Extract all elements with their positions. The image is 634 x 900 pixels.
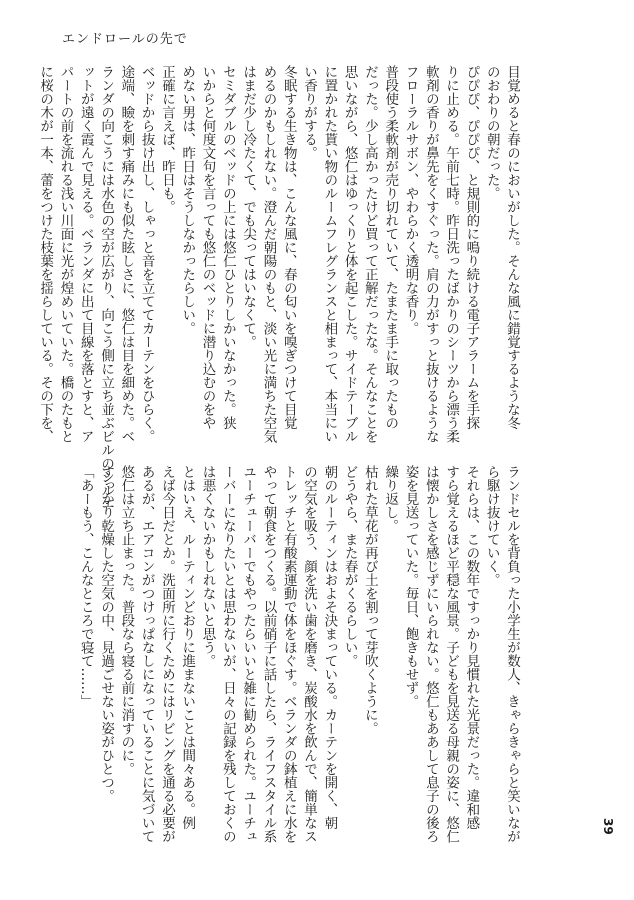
text-column: 正確に言えば、昨日も。 xyxy=(158,65,175,214)
text-column: 軟剤の香りが鼻先をくすぐった。肩の力がすっと抜けるような xyxy=(422,65,439,443)
text-column: ら駆け抜けていく。 xyxy=(483,465,500,587)
text-column: い香りがする。 xyxy=(301,65,318,160)
text-column: ットが遠く霞んで見える。ベランダに出て目線を落とすと、ア xyxy=(77,65,94,443)
text-column: フローラルサボン、やわらかく透明な香り。 xyxy=(402,65,419,335)
text-column: 朝のルーティンはおよそ決まっている。カーテンを開く、朝 xyxy=(321,465,338,830)
text-column: 途端、瞼を刺す痛みにも似た眩しさに、悠仁は目を細めた。ベ xyxy=(118,65,135,443)
text-column: 枯れた草花が再び土を割って芽吹くように。 xyxy=(361,465,378,735)
text-column: めない男は、昨日はそうしなかったらしい。 xyxy=(179,65,196,335)
text-column: すら覚えるほど平穏な風景。子どもを見送る母親の姿に、悠仁 xyxy=(443,465,460,843)
text-column: 悠仁は立ち止まった。普段なら寝る前に消すのに。 xyxy=(118,465,135,776)
text-column: は悪くないかもしれないと思う。 xyxy=(199,465,216,668)
text-column: パートの前を流れる浅い川面に光が煌めいていた。橋のたもと xyxy=(57,65,74,443)
text-column: ベッドから抜け出し、しゃっと音を立ててカーテンをひらく。 xyxy=(138,65,155,443)
text-column: に桜の木が一本、蕾をつけた枝葉を揺らしている。その下を、 xyxy=(37,65,54,443)
text-column: のおわりの朝だった。 xyxy=(483,65,500,200)
page-number: 39 xyxy=(601,818,615,835)
text-column: は懐かしさを感じずにいられない。悠仁もああして息子の後ろ xyxy=(422,465,439,843)
text-column: セミダブルのベッドの上には悠仁ひとりしかいなかった。狭 xyxy=(219,65,236,430)
text-column: とはいえ、ルーティンどおりに進まないことは間々ある。例 xyxy=(179,465,196,830)
running-header-title: エンドロールの先で xyxy=(62,32,188,47)
text-column: 姿を見送っていた。毎日、飽きもせず。 xyxy=(402,465,419,708)
text-column: ぴぴぴ、ぴぴぴ、と規則的に鳴り続ける電子アラームを手探 xyxy=(463,65,480,430)
text-column: えば今日だとか。洗面所に行くためにはリビングを通る必要が xyxy=(158,465,175,843)
text-column: いからと何度文句を言っても悠仁のベッドに潜り込むのをや xyxy=(199,65,216,430)
text-column: あるが、エアコンがつけっぱなしになっていることに気づいて xyxy=(138,465,155,843)
text-column: めるのかもしれない。澄んだ朝陽のもと、淡い光に満ちた空気 xyxy=(260,65,277,443)
text-column: ユーチューバーでもやったらいいと雑に勧められた。ユーチュ xyxy=(240,465,257,843)
text-column: だった。少し高かったけど買って正解だったな。そんなことを xyxy=(361,65,378,443)
text-column: 冬眠する生き物は、こんな風に、春の匂いを嗅ぎつけて目覚 xyxy=(280,65,297,430)
text-column: トレッチと有酸素運動で体をほぐす。ベランダの鉢植えに水を xyxy=(280,465,297,843)
text-column: 繰り返し。 xyxy=(382,465,399,533)
text-column: 「あーもう、こんなところで寝て……」 xyxy=(77,465,94,708)
text-column: 普段使う柔軟剤が売り切れていて、たまたま手に取ったもの xyxy=(382,65,399,430)
text-column: 思いながら、悠仁はゆっくりと体を起こした。サイドテーブル xyxy=(341,65,358,443)
text-column: やって朝食をつくる。以前硝子に話したら、ライフスタイル系 xyxy=(260,465,277,843)
text-column: ランドセルを背負った小学生が数人、きゃらきゃらと笑いなが xyxy=(504,465,520,843)
lower-text-block xyxy=(62,465,522,849)
text-column: りに止める。午前七時。昨日洗ったばかりのシーツから漂う柔 xyxy=(443,65,460,443)
text-column: に置かれた貰い物のルームフレグランスと相まって、本当にい xyxy=(321,65,338,443)
text-column: の空気を吸う、顔を洗い歯を磨き、炭酸水を飲んで、簡単なス xyxy=(301,465,318,843)
text-column: すっかり乾燥した空気の中、見過ごせない姿がひとつ。 xyxy=(98,465,115,803)
text-column: ランダの向こうには水色の空が広がり、向こう側に立ち並ぶビルのシルエ xyxy=(98,65,115,511)
text-column: それらは、この数年ですっかり見慣れた光景だった。違和感 xyxy=(463,465,480,830)
text-column: ーバーになりたいとは思わないが、日々の記録を残しておくの xyxy=(219,465,236,843)
text-column: どうやら、また春がくるらしい。 xyxy=(341,465,358,668)
text-column: 目覚めると春のにおいがした。そんな風に錯覚するような冬 xyxy=(504,65,520,430)
text-column: はまだ少し冷たくて、でも尖ってはいなくて。 xyxy=(240,65,257,349)
